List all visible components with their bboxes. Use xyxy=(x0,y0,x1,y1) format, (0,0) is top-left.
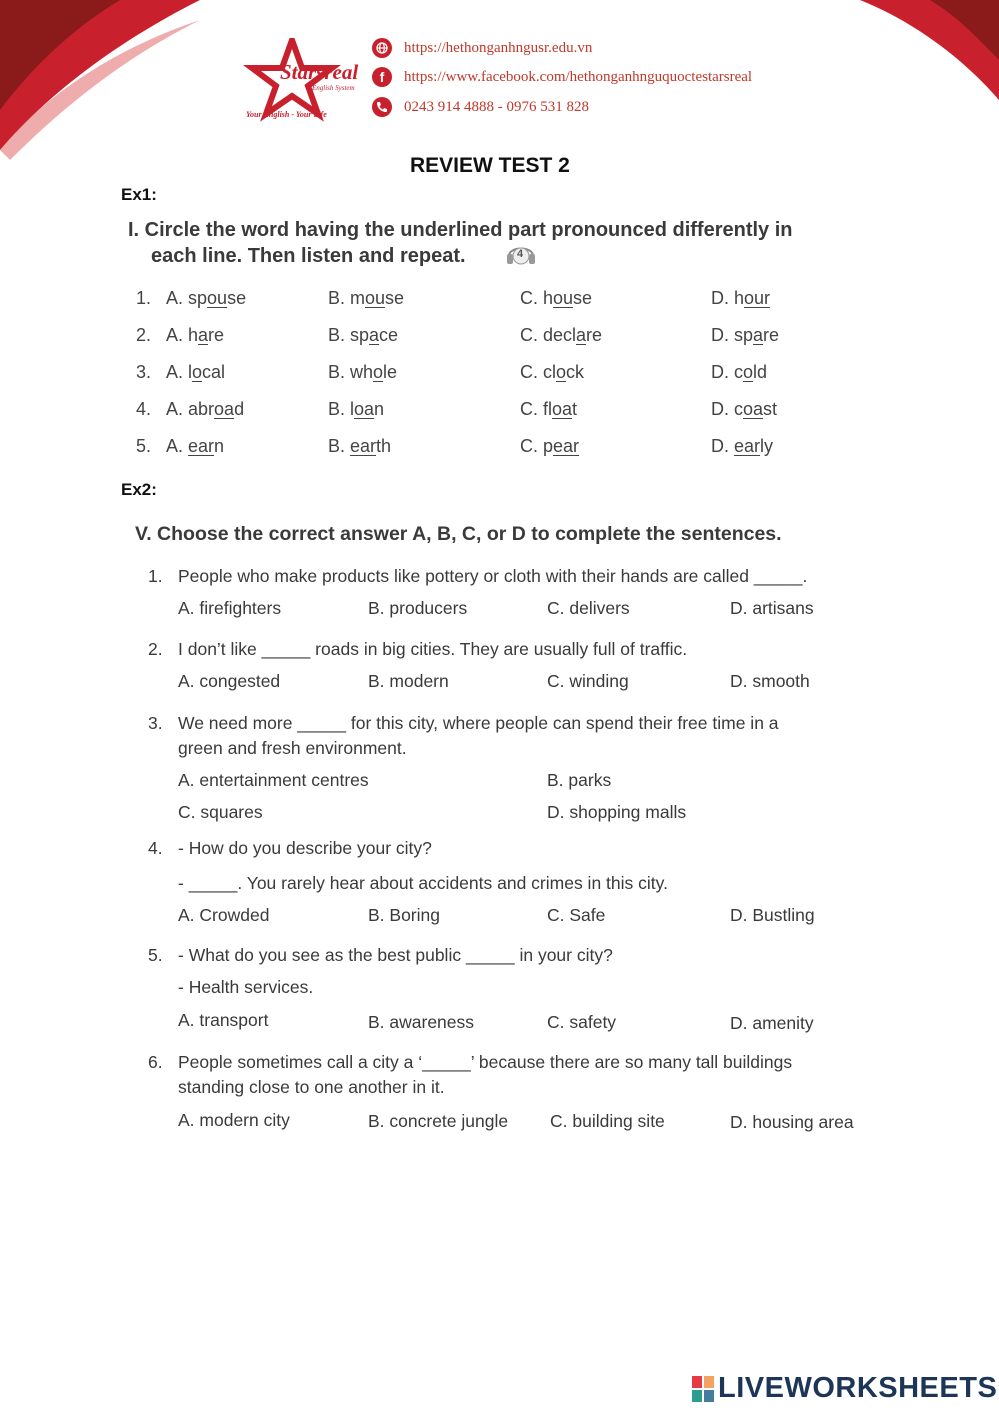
ex1-row-number: 4. xyxy=(136,399,152,419)
ex1-option[interactable]: D. early xyxy=(711,436,774,456)
question-text: I don’t like _____ roads in big cities. They are usually full of traffic. xyxy=(178,639,688,659)
website-link[interactable]: https://hethonganhngusr.edu.vn xyxy=(404,39,593,56)
underlined-part: o xyxy=(743,362,754,382)
answer-option[interactable]: C. delivers xyxy=(547,598,630,618)
underlined-part: a xyxy=(369,325,380,345)
ex1-heading-line2: each line. Then listen and repeat. xyxy=(151,245,466,267)
ex1-option[interactable]: D. spare xyxy=(711,325,780,345)
ex1-option[interactable]: D. hour xyxy=(711,288,771,308)
underlined-part: a xyxy=(198,325,209,345)
ex1-option[interactable]: C. clock xyxy=(520,362,585,382)
question-text: - What do you see as the best public _____ in your city? xyxy=(178,945,613,965)
logo-tagline: Your English - Your Life xyxy=(246,110,327,119)
ex1-option[interactable]: B. loan xyxy=(328,399,385,419)
ex1-option[interactable]: B. mouse xyxy=(328,288,405,308)
answer-option[interactable]: A. firefighters xyxy=(178,598,282,618)
facebook-link[interactable]: https://www.facebook.com/hethonganhnguquoctestarsreal xyxy=(404,68,753,85)
page-title: REVIEW TEST 2 xyxy=(410,154,570,177)
question-text: standing close to one another in it. xyxy=(178,1077,445,1097)
ex1-option[interactable]: B. space xyxy=(328,325,399,345)
underlined-part: ear xyxy=(734,436,761,456)
phone-icon xyxy=(372,97,392,117)
ex1-option[interactable]: B. earth xyxy=(328,436,392,456)
answer-option[interactable]: C. squares xyxy=(178,802,263,822)
underlined-part: ear xyxy=(188,436,215,456)
globe-icon xyxy=(372,38,392,58)
question-text: People who make products like pottery or cloth with their hands are called _____. xyxy=(178,566,808,586)
ex1-option[interactable]: A. spouse xyxy=(166,288,247,308)
question-number: 5. xyxy=(148,945,163,965)
underlined-part: our xyxy=(744,288,771,308)
underlined-part: a xyxy=(753,325,764,345)
logo-subtext: English System xyxy=(312,84,355,92)
answer-option[interactable]: B. parks xyxy=(547,770,612,790)
underlined-part: o xyxy=(373,362,384,382)
underlined-part: ou xyxy=(207,288,228,308)
answer-option[interactable]: D. housing area xyxy=(730,1112,854,1132)
facebook-contact[interactable] xyxy=(372,67,752,87)
answer-option[interactable]: A. entertainment centres xyxy=(178,770,369,790)
answer-option[interactable]: B. Boring xyxy=(368,905,440,925)
ex1-option[interactable]: B. whole xyxy=(328,362,398,382)
logo-text: Starsreal xyxy=(280,60,359,84)
ex2-label: Ex2: xyxy=(121,480,157,499)
question-number: 6. xyxy=(148,1052,163,1072)
question-text: - Health services. xyxy=(178,977,314,997)
audio-track-icon[interactable] xyxy=(505,240,537,268)
answer-option[interactable]: D. shopping malls xyxy=(547,802,687,822)
ex2-heading: V. Choose the correct answer A, B, C, or D to complete the sentences. xyxy=(135,523,782,545)
answer-option[interactable]: B. modern xyxy=(368,671,449,691)
ex1-option[interactable]: C. pear xyxy=(520,436,580,456)
phone-number: 0243 914 4888 - 0976 531 828 xyxy=(404,98,589,115)
liveworksheets-brand: LIVEWORKSHEETS xyxy=(718,1372,998,1404)
underlined-part: oa xyxy=(552,399,573,419)
answer-option[interactable]: A. Crowded xyxy=(178,905,270,925)
underlined-part: ear xyxy=(553,436,580,456)
question-text: green and fresh environment. xyxy=(178,738,407,758)
ex1-option[interactable]: C. declare xyxy=(520,325,603,345)
website-contact[interactable] xyxy=(372,38,592,58)
ex1-heading-line1: I. Circle the word having the underlined part pronounced differently in xyxy=(128,219,793,241)
underlined-part: ou xyxy=(553,288,574,308)
answer-option[interactable]: B. concrete jungle xyxy=(368,1111,509,1131)
ex1-option[interactable]: C. float xyxy=(520,399,578,419)
underlined-part: o xyxy=(192,362,203,382)
ex1-option[interactable]: A. earn xyxy=(166,436,225,456)
answer-option[interactable]: C. winding xyxy=(547,671,629,691)
answer-option[interactable]: C. Safe xyxy=(547,905,606,925)
answer-option[interactable]: A. congested xyxy=(178,671,281,691)
ex1-row-number: 1. xyxy=(136,288,152,308)
ex1-option[interactable]: D. coast xyxy=(711,399,778,419)
ex1-option[interactable]: A. abroad xyxy=(166,399,245,419)
underlined-part: o xyxy=(556,362,567,382)
ex1-option[interactable]: D. cold xyxy=(711,362,768,382)
answer-option[interactable]: A. transport xyxy=(178,1010,269,1030)
underlined-part: oa xyxy=(354,399,375,419)
ex1-row-number: 3. xyxy=(136,362,152,382)
liveworksheets-logo xyxy=(692,1372,997,1405)
answer-option[interactable]: C. safety xyxy=(547,1012,617,1032)
logo xyxy=(240,38,360,123)
facebook-icon: f xyxy=(372,67,392,87)
answer-option[interactable]: D. smooth xyxy=(730,671,810,691)
underlined-part: a xyxy=(576,325,587,345)
answer-option[interactable]: B. producers xyxy=(368,598,468,618)
question-text: - _____. You rarely hear about accidents and crimes in this city. xyxy=(178,873,668,893)
ex1-row-number: 2. xyxy=(136,325,152,345)
underlined-part: ou xyxy=(365,288,386,308)
question-text: - How do you describe your city? xyxy=(178,838,432,858)
answer-option[interactable]: D. amenity xyxy=(730,1013,814,1033)
ex1-option[interactable]: A. hare xyxy=(166,325,225,345)
ex1-option[interactable]: A. local xyxy=(166,362,226,382)
question-number: 1. xyxy=(148,566,163,586)
underlined-part: ear xyxy=(350,436,377,456)
ex1-row-number: 5. xyxy=(136,436,152,456)
question-text: People sometimes call a city a ‘_____’ because there are so many tall buildings xyxy=(178,1052,793,1072)
phone-contact xyxy=(372,97,589,117)
answer-option[interactable]: D. artisans xyxy=(730,598,814,618)
answer-option[interactable]: D. Bustling xyxy=(730,905,815,925)
answer-option[interactable]: C. building site xyxy=(550,1111,665,1131)
question-number: 3. xyxy=(148,713,163,733)
question-text: We need more _____ for this city, where people can spend their free time in a xyxy=(178,713,779,733)
audio-track-number: 4 xyxy=(517,248,524,260)
answer-option[interactable]: A. modern city xyxy=(178,1110,290,1130)
ex1-option[interactable]: C. house xyxy=(520,288,593,308)
ex1-label: Ex1: xyxy=(121,185,157,204)
liveworksheets-icon xyxy=(692,1376,714,1402)
question-number: 4. xyxy=(148,838,163,858)
question-number: 2. xyxy=(148,639,163,659)
underlined-part: oa xyxy=(743,399,764,419)
answer-option[interactable]: B. awareness xyxy=(368,1012,475,1032)
underlined-part: oa xyxy=(214,399,235,419)
